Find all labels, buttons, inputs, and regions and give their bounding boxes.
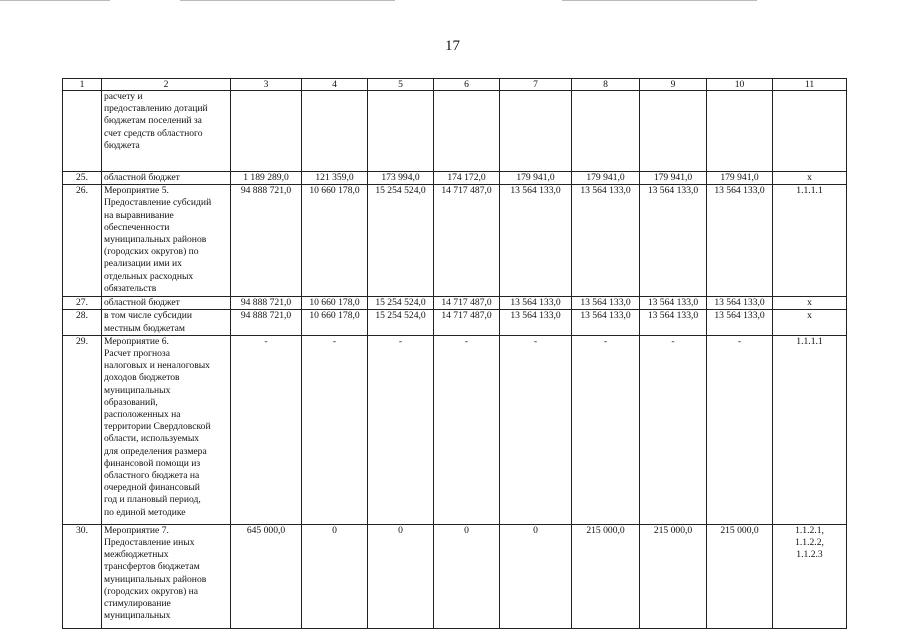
column-header: 8 [572,79,640,91]
amount-cell: - [368,335,434,524]
activity-name-line: на выравнивание [104,209,174,221]
amount-cell: - [500,335,572,524]
amount-cell: 13 564 133,0 [707,297,773,310]
amount-cell: 13 564 133,0 [500,185,572,297]
amount-cell: 13 564 133,0 [707,185,773,297]
amount-cell: 10 660 178,0 [302,185,368,297]
target-code-line: 1.1.2.2, [795,537,824,549]
amount-cell: 13 564 133,0 [500,297,572,310]
target-code-line: 1.1.1.1 [796,185,823,197]
column-header: 9 [640,79,707,91]
activity-name-line: обязательств [104,282,157,294]
column-header: 10 [707,79,773,91]
column-header: 1 [63,79,102,91]
activity-name-line: областной бюджет [104,172,180,183]
activity-name-line: расположенных на [104,409,181,421]
amount-cell: 0 [434,524,500,628]
column-header: 7 [500,79,572,91]
target-code-line: х [807,172,812,183]
top-edge-line [180,0,395,1]
activity-name [102,310,231,335]
amount-cell [231,91,302,172]
activity-name-line: стимулирование [104,598,171,610]
target-code [773,91,847,172]
amount-cell: 179 941,0 [500,172,572,185]
program-activities-table [62,78,847,629]
amount-cell: 215 000,0 [572,524,640,628]
amount-cell: 13 564 133,0 [707,310,773,335]
column-header: 6 [434,79,500,91]
amount-cell: 10 660 178,0 [302,310,368,335]
activity-name-line: Мероприятие 6. [104,335,169,347]
top-edge-line [562,0,757,1]
activity-name-line: Мероприятие 7. [104,524,169,536]
activity-name-line: муниципальных районов [104,234,207,246]
activity-name [102,185,231,297]
amount-cell [434,91,500,172]
amount-cell [500,91,572,172]
amount-cell: 173 994,0 [368,172,434,185]
amount-cell: 0 [500,524,572,628]
activity-name-line: межбюджетных [104,549,169,561]
amount-cell: 13 564 133,0 [572,185,640,297]
table-row [63,91,847,172]
activity-name-line: (городских округов) по [104,246,199,258]
row-number: 25. [63,172,102,185]
amount-cell: 14 717 487,0 [434,310,500,335]
target-code-line: 1.1.2.1, [795,524,824,536]
row-number: 28. [63,310,102,335]
activity-name [102,335,231,524]
activity-name-line: муниципальных районов [104,573,207,585]
row-number: 30. [63,524,102,628]
amount-cell: 1 189 289,0 [231,172,302,185]
column-header: 3 [231,79,302,91]
amount-cell: 215 000,0 [707,524,773,628]
amount-cell: 15 254 524,0 [368,185,434,297]
top-edge-line [0,0,110,1]
target-code [773,185,847,297]
activity-name-line: Расчет прогноза [104,348,170,360]
amount-cell: 179 941,0 [572,172,640,185]
amount-cell: 13 564 133,0 [572,297,640,310]
amount-cell: 15 254 524,0 [368,310,434,335]
amount-cell: 13 564 133,0 [640,297,707,310]
activity-name-line: бюджетам поселений за [104,115,202,127]
activity-name-line: муниципальных [104,384,171,396]
amount-cell [572,91,640,172]
activity-name-line: счет средств областного [104,127,203,139]
target-code [773,524,847,628]
activity-name-line: Предоставление субсидий [104,197,212,209]
amount-cell: 13 564 133,0 [572,310,640,335]
target-code [773,172,847,185]
amount-cell [368,91,434,172]
target-code-line: 1.1.2.3 [796,549,823,561]
activity-name-line: очередной финансовый [104,482,200,494]
amount-cell: - [302,335,368,524]
amount-cell: 13 564 133,0 [640,185,707,297]
activity-name-line: территории Свердловской [104,421,211,433]
activity-name [102,91,231,172]
amount-cell: - [572,335,640,524]
activity-name-line: (городских округов) на [104,585,199,597]
activity-name-line: в том числе субсидии [104,310,192,322]
activity-name-line: налоговых и неналоговых [104,360,210,372]
amount-cell: 179 941,0 [707,172,773,185]
amount-cell: 94 888 721,0 [231,297,302,310]
table-header-row [63,79,847,91]
amount-cell: - [707,335,773,524]
amount-cell: 13 564 133,0 [640,310,707,335]
activity-name-line: области, используемых [104,433,200,445]
amount-cell: - [231,335,302,524]
page-number: 17 [445,38,460,54]
activity-name-line: трансфертов бюджетам [104,561,200,573]
amount-cell: 13 564 133,0 [500,310,572,335]
amount-cell [302,91,368,172]
column-header: 5 [368,79,434,91]
amount-cell: 94 888 721,0 [231,310,302,335]
activity-name-line: реализации ими их [104,258,182,270]
activity-name-line: отдельных расходных [104,270,194,282]
activity-name-line: бюджета [104,139,140,151]
target-code [773,310,847,335]
activity-name-line: год и плановый период, [104,494,201,506]
amount-cell: - [434,335,500,524]
activity-name [102,297,231,310]
activity-name-line: местным бюджетам [104,322,185,334]
target-code [773,297,847,310]
activity-name-line: доходов бюджетов [104,372,180,384]
column-header: 2 [102,79,231,91]
amount-cell: 0 [368,524,434,628]
activity-name-line: Мероприятие 5. [104,185,169,197]
activity-name-line: предоставлению дотаций [104,103,208,115]
row-number: 26. [63,185,102,297]
activity-name [102,172,231,185]
table-row [63,524,847,628]
activity-name [102,524,231,628]
amount-cell: 14 717 487,0 [434,297,500,310]
target-code [773,335,847,524]
row-number [63,91,102,172]
activity-name-line: по единой методике [104,506,186,518]
amount-cell: 179 941,0 [640,172,707,185]
target-code-line: 1.1.1.1 [796,335,823,347]
table-row [63,310,847,335]
activity-name-line: для определения размера [104,445,207,457]
amount-cell [707,91,773,172]
amount-cell: 645 000,0 [231,524,302,628]
row-number: 29. [63,335,102,524]
target-code-line: х [807,297,812,309]
activity-name-line: образований, [104,396,158,408]
amount-cell: 14 717 487,0 [434,185,500,297]
amount-cell: 121 359,0 [302,172,368,185]
activity-name-line: обеспеченности [104,221,170,233]
column-header: 11 [773,79,847,91]
activity-name-line: областного бюджета на [104,470,200,482]
activity-name-line: Предоставление иных [104,537,195,549]
target-code-line: х [807,310,812,322]
amount-cell: 10 660 178,0 [302,297,368,310]
amount-cell: - [640,335,707,524]
activity-name-line: областной бюджет [104,297,180,309]
row-number: 27. [63,297,102,310]
table-row [63,297,847,310]
amount-cell: 174 172,0 [434,172,500,185]
amount-cell [640,91,707,172]
table-row [63,185,847,297]
activity-name-line: муниципальных [104,610,171,622]
amount-cell: 215 000,0 [640,524,707,628]
activity-name-line: расчету и [104,91,143,102]
amount-cell: 94 888 721,0 [231,185,302,297]
column-header: 4 [302,79,368,91]
amount-cell: 0 [302,524,368,628]
table-row [63,172,847,185]
activity-name-line: финансовой помощи из [104,457,201,469]
table-row [63,335,847,524]
amount-cell: 15 254 524,0 [368,297,434,310]
